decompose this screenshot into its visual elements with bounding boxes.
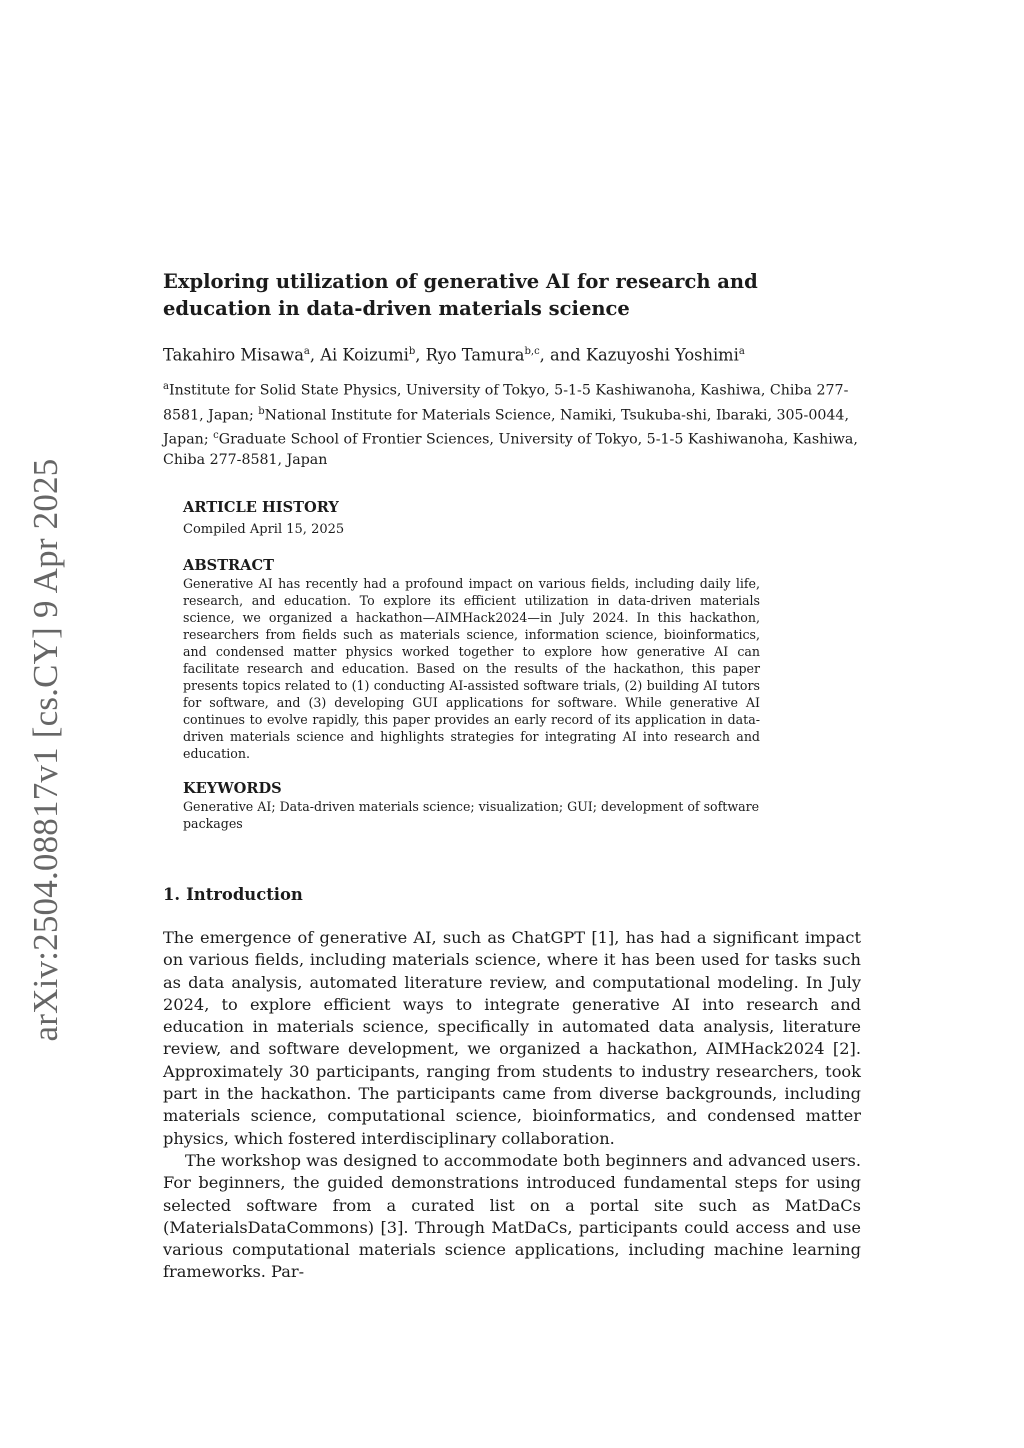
affil-text: Institute for Solid State Physics, University of Tokyo, 5-1-5 Kashiwanoha, Kashiwa, Chiba 277-8581, Japan;	[163, 383, 849, 424]
keywords	[183, 780, 760, 832]
affiliations	[163, 377, 861, 471]
paragraph: The emergence of generative AI, such as ChatGPT [1], has had a significant impact on various fields, including materials science, where it has been used for tasks such as data analysis, automated literature review, and computational modeling. In July 2024, to explore efficient ways to integrate generative AI into research and education in materials science, specifically in automated data analysis, literature review, and software development, we organized a hackathon, AIMHack2024 [2]. Approximately 30 participants, ranging from students to industry researchers, took part in the hackathon. The participants came from diverse backgrounds, including materials science, computational science, bioinformatics, and condensed matter physics, which fostered interdisciplinary collaboration.	[163, 928, 861, 1148]
section-heading	[163, 884, 861, 906]
paragraph: The workshop was designed to accommodate both beginners and advanced users. For beginners, the guided demonstrations introduced fundamental steps for using selected software from a curated list on a portal site such as MatDaCs (MaterialsDataCommons) [3]. Through MatDaCs, participants could access and use various computational materials science applications, including machine learning frameworks. Par-	[163, 1150, 861, 1282]
author-list	[163, 341, 861, 366]
author-name: Ai Koizumi	[320, 345, 409, 365]
author-name: Kazuyoshi Yoshimi	[585, 345, 739, 365]
abstract-heading: ABSTRACT	[183, 557, 274, 574]
arxiv-watermark: arXiv:2504.08817v1 [cs.CY] 9 Apr 2025	[26, 458, 65, 1042]
abstract-text: Generative AI has recently had a profound impact on various fields, including daily life, research, and education. To explore its efficient utilization in data-driven materials science, we organized a hackathon—AIMHack2024—in July 2024. In this hackathon, researchers from fields such as materials science, information science, bioinformatics, and condensed matter physics worked together to explore how generative AI can facilitate research and education. Based on the results of the hackathon, this paper presents topics related to (1) conducting AI-assisted software trials, (2) building AI tutors for software, and (3) developing GUI applications for software. While generative AI continues to evolve rapidly, this paper provides an early record of its application in data-driven materials science and highlights strategies for integrating AI into research and education.	[183, 576, 760, 761]
author-name: Takahiro Misawa	[163, 345, 304, 365]
author-affil-mark: a	[303, 346, 310, 357]
article-history	[183, 499, 760, 538]
author-separator: , and	[539, 345, 586, 365]
affil-text: Graduate School of Frontier Sciences, University of Tokyo, 5-1-5 Kashiwanoha, Kashiwa, Chiba 277-8581, Japan	[163, 431, 858, 469]
author-affil-mark: b	[408, 346, 416, 357]
section-body	[163, 927, 861, 1284]
keywords-heading: KEYWORDS	[183, 780, 282, 797]
affil-mark: a	[163, 381, 169, 393]
affil-text: National Institute for Materials Science, Namiki, Tsukuba-shi, Ibaraki, 305-0044, Japan;	[163, 407, 849, 448]
section-title: Introduction	[186, 885, 303, 904]
keywords-text: Generative AI; Data-driven materials science; visualization; GUI; development of software packages	[183, 799, 760, 831]
author-affil-mark: a	[738, 346, 745, 357]
section-number: 1.	[163, 885, 181, 904]
paper-title: Exploring utilization of generative AI for research and education in data-driven materials science	[163, 270, 758, 320]
author-separator: ,	[309, 345, 321, 365]
history-text: Compiled April 15, 2025	[183, 522, 345, 537]
affil-mark: c	[213, 430, 219, 442]
author-affil-mark: b,c	[524, 346, 540, 357]
author-name: Ryo Tamura	[425, 345, 525, 365]
paper-page	[163, 268, 861, 1284]
abstract	[183, 557, 760, 762]
author-separator: ,	[415, 345, 426, 365]
history-heading: ARTICLE HISTORY	[183, 499, 339, 516]
affil-mark: b	[258, 405, 265, 417]
